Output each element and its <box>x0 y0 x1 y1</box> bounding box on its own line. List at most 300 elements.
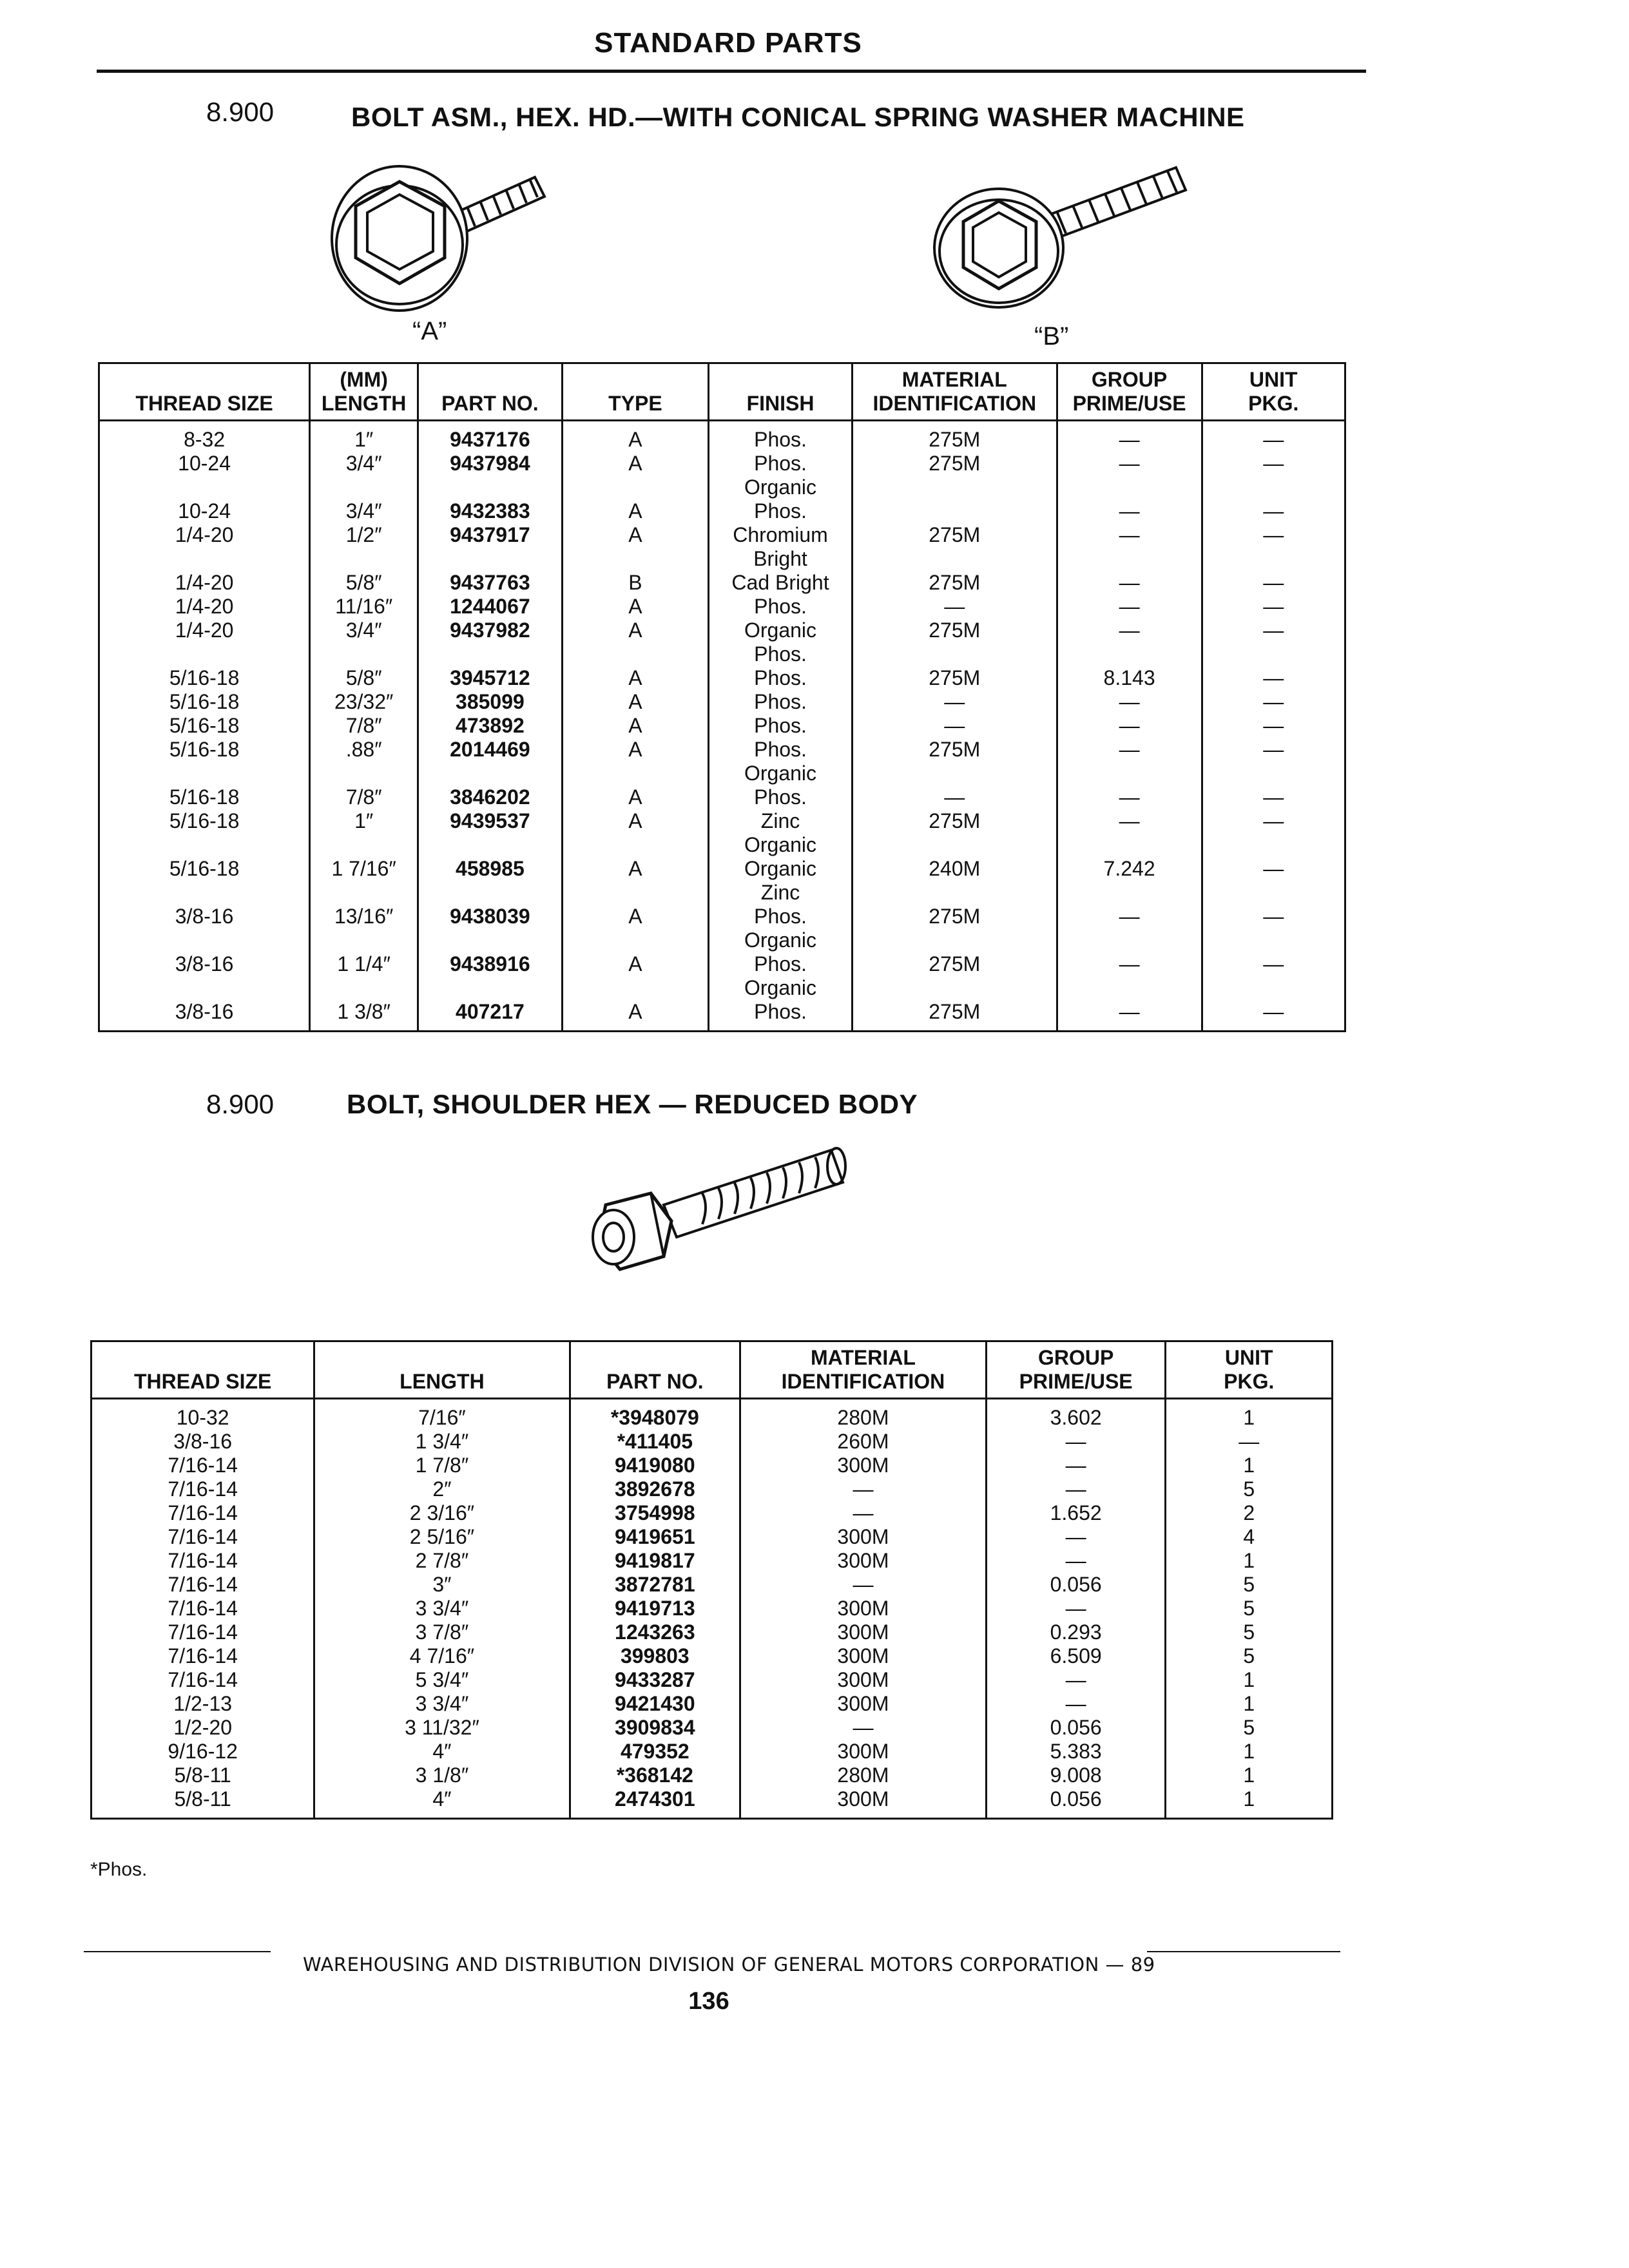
table-row <box>99 857 1345 905</box>
table-row <box>92 1692 1333 1716</box>
table-cell: — <box>1057 714 1202 738</box>
footer-rule-left <box>84 1951 271 1952</box>
table-cell: 9437984 <box>418 452 563 499</box>
table-row <box>99 499 1345 523</box>
table-cell: Phos. <box>709 690 853 714</box>
table-cell: — <box>986 1454 1166 1477</box>
table-cell: 7/16-14 <box>92 1644 314 1668</box>
table-cell <box>852 499 1057 523</box>
table-cell: 1 <box>1166 1740 1333 1763</box>
table-cell: 0.293 <box>986 1620 1166 1644</box>
table-cell: 300M <box>740 1668 987 1692</box>
table-cell: 3846202 <box>418 785 563 809</box>
table-cell: — <box>852 595 1057 619</box>
table-cell: 275M <box>852 619 1057 666</box>
table-cell: 9419713 <box>570 1597 740 1620</box>
column-header: UNIT PKG. <box>1202 363 1345 421</box>
table-cell: 3.602 <box>986 1398 1166 1430</box>
header-rule <box>97 70 1366 73</box>
table-cell: 5/16-18 <box>99 690 310 714</box>
table-cell: 1244067 <box>418 595 563 619</box>
table-cell: — <box>1202 523 1345 571</box>
table-cell: 1″ <box>310 420 418 452</box>
table-cell: A <box>562 595 708 619</box>
table-row <box>99 690 1345 714</box>
table-cell: — <box>1057 785 1202 809</box>
table-cell: 1 <box>1166 1454 1333 1477</box>
table-cell: A <box>562 452 708 499</box>
table-cell: 3 7/8″ <box>314 1620 570 1644</box>
table-cell: 1/2-20 <box>92 1716 314 1740</box>
table-cell: — <box>986 1477 1166 1501</box>
table-cell: 275M <box>852 905 1057 952</box>
table-cell: Phos. <box>709 420 853 452</box>
table-cell: — <box>1202 571 1345 595</box>
table-cell: 458985 <box>418 857 563 905</box>
table-row <box>99 523 1345 571</box>
table-cell: 275M <box>852 452 1057 499</box>
table-cell: — <box>740 1573 987 1597</box>
table-cell: 275M <box>852 738 1057 785</box>
table-cell: — <box>986 1668 1166 1692</box>
table-cell: A <box>562 809 708 857</box>
table-cell: .88″ <box>310 738 418 785</box>
table-row <box>92 1668 1333 1692</box>
table-cell: 7/16-14 <box>92 1549 314 1573</box>
table-cell: 5/8″ <box>310 666 418 690</box>
table-row <box>92 1597 1333 1620</box>
table-row <box>92 1716 1333 1740</box>
table-cell: 2 <box>1166 1501 1333 1525</box>
table-cell: 5/8″ <box>310 571 418 595</box>
table-cell: 399803 <box>570 1644 740 1668</box>
table-cell: — <box>1202 499 1345 523</box>
table-cell: 5/16-18 <box>99 738 310 785</box>
table-cell: 300M <box>740 1644 987 1668</box>
table-cell: — <box>740 1477 987 1501</box>
table-row <box>99 595 1345 619</box>
footer-text: WAREHOUSING AND DISTRIBUTION DIVISION OF GENERAL MOTORS CORPORATION — 89 <box>303 1954 1155 1975</box>
table-cell: A <box>562 857 708 905</box>
table-cell: 9433287 <box>570 1668 740 1692</box>
table-cell: 300M <box>740 1597 987 1620</box>
table-cell: 1 <box>1166 1398 1333 1430</box>
table-cell: 1/2-13 <box>92 1692 314 1716</box>
table-cell: 275M <box>852 809 1057 857</box>
table-cell: 2″ <box>314 1477 570 1501</box>
column-header: PART NO. <box>570 1341 740 1399</box>
table-header-row <box>99 363 1345 421</box>
table-cell: 9419651 <box>570 1525 740 1549</box>
table-cell: 7/16-14 <box>92 1620 314 1644</box>
table-cell: 2014469 <box>418 738 563 785</box>
table-cell: 4″ <box>314 1787 570 1819</box>
table-row <box>99 571 1345 595</box>
table-row <box>92 1644 1333 1668</box>
table-cell: — <box>986 1525 1166 1549</box>
table-cell: — <box>1057 420 1202 452</box>
table-row <box>92 1477 1333 1501</box>
table-row <box>92 1740 1333 1763</box>
table-cell: A <box>562 666 708 690</box>
table-cell: 4 <box>1166 1525 1333 1549</box>
column-header: MATERIAL IDENTIFICATION <box>740 1341 987 1399</box>
table-row <box>92 1573 1333 1597</box>
table-cell: A <box>562 905 708 952</box>
table-cell: 5 <box>1166 1477 1333 1501</box>
table-cell: 8.143 <box>1057 666 1202 690</box>
table-cell: Phos. <box>709 666 853 690</box>
table-cell: — <box>1057 452 1202 499</box>
column-header: GROUP PRIME/USE <box>1057 363 1202 421</box>
table-cell: — <box>1166 1430 1333 1454</box>
table-cell: 23/32″ <box>310 690 418 714</box>
table-cell: — <box>986 1549 1166 1573</box>
table-cell: — <box>1202 420 1345 452</box>
table-row <box>92 1763 1333 1787</box>
bolt-figure-a <box>322 142 554 329</box>
table-cell: 5.383 <box>986 1740 1166 1763</box>
table-cell: 300M <box>740 1549 987 1573</box>
table-cell: 3 3/4″ <box>314 1597 570 1620</box>
table-cell: 9437763 <box>418 571 563 595</box>
table-row <box>92 1787 1333 1819</box>
section2-number: 8.900 <box>206 1089 275 1119</box>
table-cell: 8-32 <box>99 420 310 452</box>
table-cell: 300M <box>740 1454 987 1477</box>
section1-number: 8.900 <box>206 97 275 127</box>
table-row <box>99 714 1345 738</box>
table-cell: Phos. <box>709 1000 853 1032</box>
table-cell: 0.056 <box>986 1787 1166 1819</box>
table-cell: A <box>562 690 708 714</box>
table-cell: — <box>1202 857 1345 905</box>
section2-title: BOLT, SHOULDER HEX — REDUCED BODY <box>347 1089 918 1119</box>
table-cell: 300M <box>740 1620 987 1644</box>
table-cell: B <box>562 571 708 595</box>
table-cell: 7/16-14 <box>92 1501 314 1525</box>
table-cell: — <box>1202 952 1345 1000</box>
table-cell: 5/16-18 <box>99 785 310 809</box>
table-cell: 0.056 <box>986 1716 1166 1740</box>
table-cell: 7/8″ <box>310 785 418 809</box>
table-cell: 2 5/16″ <box>314 1525 570 1549</box>
table-cell: A <box>562 523 708 571</box>
table-row <box>92 1398 1333 1430</box>
table-cell: — <box>1202 595 1345 619</box>
table-cell: 275M <box>852 523 1057 571</box>
table-cell: 1 <box>1166 1787 1333 1819</box>
bolt-figure-b <box>928 161 1199 316</box>
table-cell: — <box>1202 1000 1345 1032</box>
table-cell: — <box>1202 690 1345 714</box>
column-header: LENGTH <box>314 1341 570 1399</box>
column-header: THREAD SIZE <box>92 1341 314 1399</box>
table-cell: *368142 <box>570 1763 740 1787</box>
table-cell: 1/4-20 <box>99 595 310 619</box>
table-cell: 1/4-20 <box>99 523 310 571</box>
table-cell: 260M <box>740 1430 987 1454</box>
table-cell: — <box>1057 952 1202 1000</box>
table-row <box>92 1620 1333 1644</box>
table-cell: — <box>852 714 1057 738</box>
table-cell: 9419817 <box>570 1549 740 1573</box>
table-cell: 1 <box>1166 1763 1333 1787</box>
table-cell: 3 1/8″ <box>314 1763 570 1787</box>
column-header: UNIT PKG. <box>1166 1341 1333 1399</box>
table-cell: — <box>740 1716 987 1740</box>
table-cell: 1.652 <box>986 1501 1166 1525</box>
table-cell: 1 <box>1166 1668 1333 1692</box>
table-row <box>92 1501 1333 1525</box>
table-cell: — <box>1057 595 1202 619</box>
table-cell: 5 <box>1166 1573 1333 1597</box>
table-cell: Zinc Organic <box>709 809 853 857</box>
table-cell: 5/16-18 <box>99 666 310 690</box>
table-cell: 7/8″ <box>310 714 418 738</box>
table-cell: — <box>852 785 1057 809</box>
table-cell: Phos. <box>709 499 853 523</box>
table-cell: 240M <box>852 857 1057 905</box>
table-cell: — <box>986 1692 1166 1716</box>
table-cell: — <box>852 690 1057 714</box>
table-cell: 10-24 <box>99 499 310 523</box>
table-cell: 275M <box>852 1000 1057 1032</box>
table-cell: — <box>1057 738 1202 785</box>
table-cell: 7/16-14 <box>92 1477 314 1501</box>
column-header: THREAD SIZE <box>99 363 310 421</box>
table-cell: — <box>1057 905 1202 952</box>
table-cell: 5 3/4″ <box>314 1668 570 1692</box>
table-cell: *3948079 <box>570 1398 740 1430</box>
table-cell: 9439537 <box>418 809 563 857</box>
table-cell: 3/8-16 <box>99 952 310 1000</box>
table-cell: 300M <box>740 1740 987 1763</box>
table-row <box>99 452 1345 499</box>
table-cell: Phos. Organic <box>709 452 853 499</box>
table-cell: 5 <box>1166 1620 1333 1644</box>
table-cell: A <box>562 1000 708 1032</box>
table-cell: 5/16-18 <box>99 857 310 905</box>
table-cell: Organic Zinc <box>709 857 853 905</box>
table-row <box>92 1430 1333 1454</box>
table-cell: 3 11/32″ <box>314 1716 570 1740</box>
table-cell: Organic Phos. <box>709 619 853 666</box>
table-cell: 7/16-14 <box>92 1597 314 1620</box>
table-row <box>99 666 1345 690</box>
table-cell: 2474301 <box>570 1787 740 1819</box>
table-row <box>92 1454 1333 1477</box>
table-cell: Phos. <box>709 595 853 619</box>
table-cell: Chromium Bright <box>709 523 853 571</box>
table-cell: 10-32 <box>92 1398 314 1430</box>
table-cell: — <box>1057 619 1202 666</box>
table-cell: 3/8-16 <box>92 1430 314 1454</box>
table-row <box>99 809 1345 857</box>
table-cell: 5 <box>1166 1597 1333 1620</box>
table-cell: 3754998 <box>570 1501 740 1525</box>
table-cell: — <box>1057 499 1202 523</box>
table-cell: 300M <box>740 1525 987 1549</box>
table-cell: — <box>1202 809 1345 857</box>
table-cell: Cad Bright <box>709 571 853 595</box>
table-cell: A <box>562 499 708 523</box>
bolt-asm-table <box>98 362 1346 1032</box>
table-cell: 9438916 <box>418 952 563 1000</box>
table-cell: — <box>1202 714 1345 738</box>
table-cell: Phos. <box>709 714 853 738</box>
table-cell: 473892 <box>418 714 563 738</box>
table-cell: — <box>1057 1000 1202 1032</box>
table-cell: 2 3/16″ <box>314 1501 570 1525</box>
table-cell: 10-24 <box>99 452 310 499</box>
table-cell: 275M <box>852 420 1057 452</box>
table-cell: A <box>562 714 708 738</box>
table-cell: 7/16-14 <box>92 1668 314 1692</box>
table-row <box>99 905 1345 952</box>
table-cell: 7/16″ <box>314 1398 570 1430</box>
table-cell: 3/4″ <box>310 499 418 523</box>
table-cell: 3 3/4″ <box>314 1692 570 1716</box>
table-cell: 3/8-16 <box>99 1000 310 1032</box>
table-cell: 2 7/8″ <box>314 1549 570 1573</box>
table-cell: 3909834 <box>570 1716 740 1740</box>
table-cell: 5 <box>1166 1716 1333 1740</box>
table-cell: 9437176 <box>418 420 563 452</box>
table-cell: — <box>1202 785 1345 809</box>
page-header: STANDARD PARTS <box>594 27 862 59</box>
table-cell: — <box>1202 738 1345 785</box>
table-cell: 9437917 <box>418 523 563 571</box>
table-cell: 3/4″ <box>310 619 418 666</box>
table-cell: 1/4-20 <box>99 619 310 666</box>
footer-rule-right <box>1147 1951 1340 1952</box>
table-cell: 6.509 <box>986 1644 1166 1668</box>
table-cell: — <box>1057 809 1202 857</box>
table-cell: 1 <box>1166 1692 1333 1716</box>
figure-b-label: “B” <box>1034 322 1069 351</box>
table-cell: — <box>1057 690 1202 714</box>
column-header: TYPE <box>562 363 708 421</box>
table-cell: 1″ <box>310 809 418 857</box>
table-cell: 275M <box>852 666 1057 690</box>
table-cell: 3″ <box>314 1573 570 1597</box>
table-cell: Phos. Organic <box>709 952 853 1000</box>
column-header: (MM) LENGTH <box>310 363 418 421</box>
table-cell: 280M <box>740 1398 987 1430</box>
table-cell: 3872781 <box>570 1573 740 1597</box>
table-cell: 300M <box>740 1692 987 1716</box>
table-cell: 1 3/8″ <box>310 1000 418 1032</box>
table-cell: 7.242 <box>1057 857 1202 905</box>
section1-title: BOLT ASM., HEX. HD.—WITH CONICAL SPRING WASHER MACHINE <box>351 102 1245 132</box>
table-cell: — <box>1202 666 1345 690</box>
table-cell: — <box>1202 905 1345 952</box>
shoulder-bolt-table <box>90 1340 1333 1820</box>
table-cell: 1243263 <box>570 1620 740 1644</box>
column-header: MATERIAL IDENTIFICATION <box>852 363 1057 421</box>
footnote: *Phos. <box>90 1859 148 1880</box>
table-cell: 407217 <box>418 1000 563 1032</box>
table-cell: 479352 <box>570 1740 740 1763</box>
table-cell: — <box>1057 523 1202 571</box>
table-cell: 7/16-14 <box>92 1573 314 1597</box>
table-cell: 9.008 <box>986 1763 1166 1787</box>
table-cell: A <box>562 619 708 666</box>
table-cell: — <box>986 1430 1166 1454</box>
table-cell: 5/8-11 <box>92 1763 314 1787</box>
column-header: FINISH <box>709 363 853 421</box>
table-cell: Phos. <box>709 785 853 809</box>
table-header-row <box>92 1341 1333 1399</box>
table-cell: 9437982 <box>418 619 563 666</box>
table-cell: 7/16-14 <box>92 1525 314 1549</box>
column-header: PART NO. <box>418 363 563 421</box>
table-cell: 3/8-16 <box>99 905 310 952</box>
table-cell: Phos. Organic <box>709 905 853 952</box>
column-header: GROUP PRIME/USE <box>986 1341 1166 1399</box>
table-cell: 1 3/4″ <box>314 1430 570 1454</box>
table-cell: 1/2″ <box>310 523 418 571</box>
table-cell: — <box>986 1597 1166 1620</box>
table-cell: 5/16-18 <box>99 714 310 738</box>
table-cell: *411405 <box>570 1430 740 1454</box>
table-cell: 3892678 <box>570 1477 740 1501</box>
table-cell: 13/16″ <box>310 905 418 952</box>
table-cell: A <box>562 738 708 785</box>
table-cell: 275M <box>852 571 1057 595</box>
table-cell: 5/16-18 <box>99 809 310 857</box>
table-cell: 9419080 <box>570 1454 740 1477</box>
table-cell: — <box>1202 452 1345 499</box>
table-cell: 9432383 <box>418 499 563 523</box>
table-cell: 9438039 <box>418 905 563 952</box>
table-cell: A <box>562 420 708 452</box>
table-cell: 275M <box>852 952 1057 1000</box>
table-cell: 4″ <box>314 1740 570 1763</box>
shoulder-bolt-figure <box>567 1134 863 1295</box>
table-cell: 0.056 <box>986 1573 1166 1597</box>
table-cell: 1 7/16″ <box>310 857 418 905</box>
table-cell: 1 7/8″ <box>314 1454 570 1477</box>
table-cell: 9/16-12 <box>92 1740 314 1763</box>
table-row <box>99 785 1345 809</box>
table-row <box>99 420 1345 452</box>
table-cell: — <box>740 1501 987 1525</box>
table-cell: — <box>1057 571 1202 595</box>
table-cell: 5/8-11 <box>92 1787 314 1819</box>
table-cell: 1 1/4″ <box>310 952 418 1000</box>
table-cell: 11/16″ <box>310 595 418 619</box>
figure-a-label: “A” <box>412 317 447 345</box>
table-row <box>92 1549 1333 1573</box>
table-cell: 385099 <box>418 690 563 714</box>
table-cell: 3945712 <box>418 666 563 690</box>
table-cell: A <box>562 785 708 809</box>
page-number: 136 <box>688 1988 729 2015</box>
table-cell: A <box>562 952 708 1000</box>
table-cell: 280M <box>740 1763 987 1787</box>
table-row <box>99 738 1345 785</box>
table-row <box>99 1000 1345 1032</box>
table-cell: 4 7/16″ <box>314 1644 570 1668</box>
table-cell: 7/16-14 <box>92 1454 314 1477</box>
table-cell: 9421430 <box>570 1692 740 1716</box>
table-cell: Phos. Organic <box>709 738 853 785</box>
table-cell: 1/4-20 <box>99 571 310 595</box>
table-cell: 5 <box>1166 1644 1333 1668</box>
table-cell: 3/4″ <box>310 452 418 499</box>
